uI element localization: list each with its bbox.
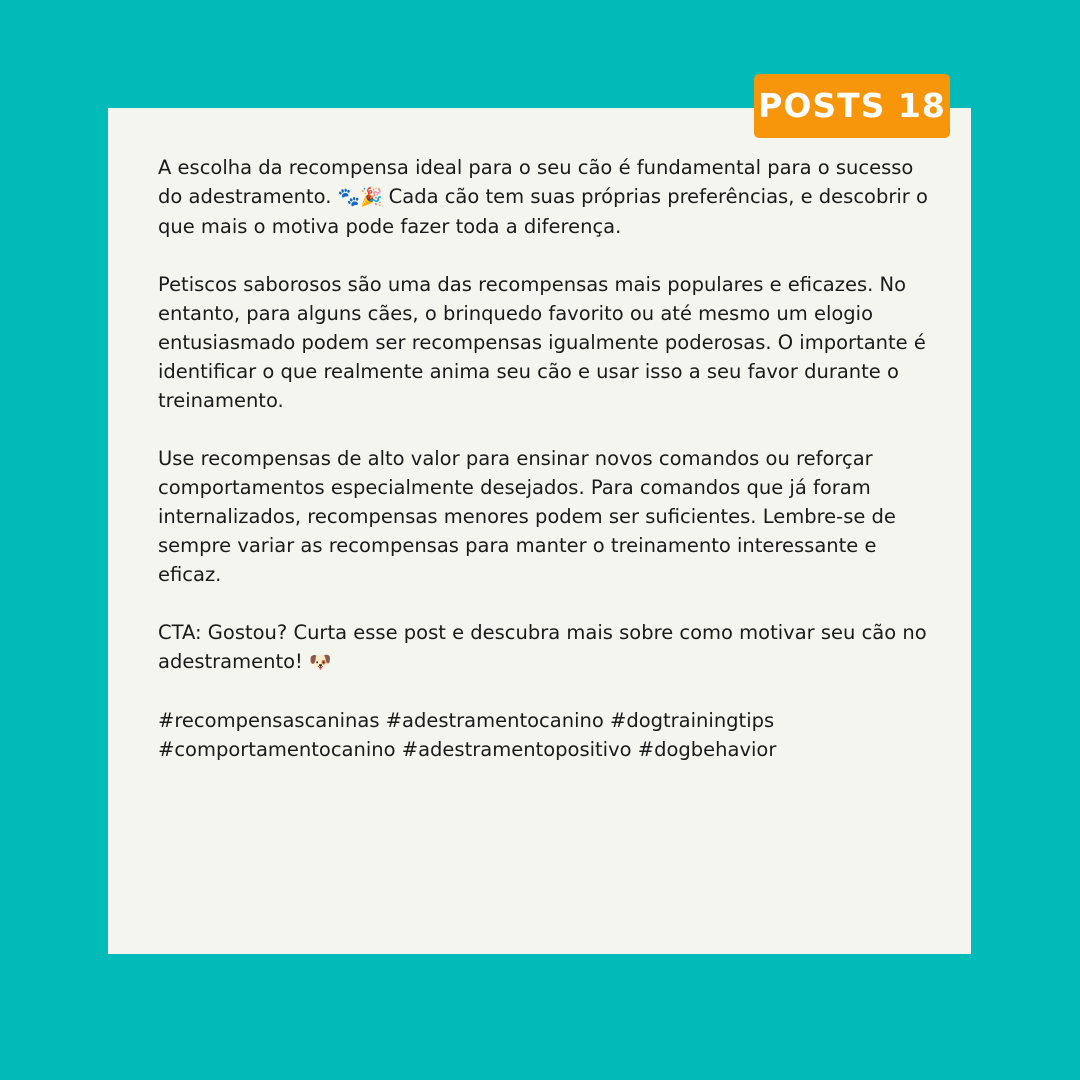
paragraph-1-text-start: A escolha da recompensa ideal para o seu cão é fundamental para o sucesso do adestramento.	[158, 156, 914, 208]
paragraph-1-text-end: Cada cão tem suas próprias preferências, e descobrir o que mais o motiva pode fazer toda a diferença.	[158, 185, 928, 238]
paragraph-2: Petiscos saborosos são uma das recompensas mais populares e eficazes. No entanto, para alguns cães, o brinquedo favorito ou até mesmo um elogio entusiasmado podem ser recompensas igualmente poderosas. O importante é identificar o que realmente anima seu cão e usar isso a seu favor durante o treinamento.	[158, 273, 926, 412]
post-card	[108, 108, 971, 954]
dog-face-emoji-icon: 🐶	[309, 652, 332, 673]
paragraph-1	[158, 153, 933, 241]
hashtags: #recompensascaninas #adestramentocanino #dogtrainingtips #comportamentocanino #adestramentopositivo #dogbehavior	[158, 709, 777, 761]
paragraph-3: Use recompensas de alto valor para ensinar novos comandos ou reforçar comportamentos especialmente desejados. Para comandos que já foram internalizados, recompensas menores podem ser suficientes. Lembre-se de sempre variar as recompensas para manter o treinamento interessante e eficaz.	[158, 447, 896, 586]
post-body	[158, 153, 933, 764]
post-number-badge: POSTS 18	[754, 74, 950, 138]
cta-paragraph	[158, 618, 933, 677]
paw-party-emoji-icon: 🐾🎉	[337, 187, 383, 208]
cta-text: CTA: Gostou? Curta esse post e descubra mais sobre como motivar seu cão no adestramento!	[158, 621, 927, 673]
